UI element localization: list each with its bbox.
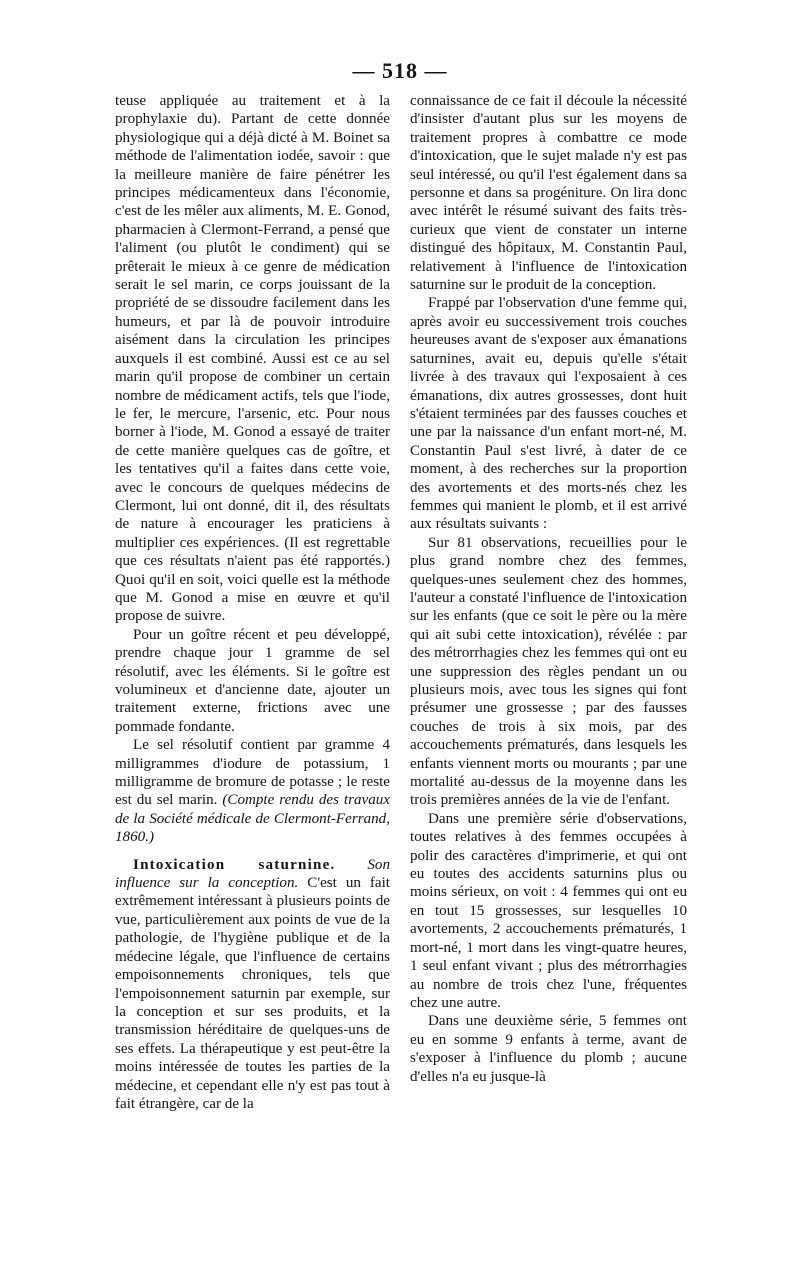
section-body: C'est un fait extrêmement intéressant à plusieurs points de vue, particulièrement aux points de vue de la pathologie, de l'hygiène publique et de la médecine légale, que l'influence de certains empoisonnements chroniques, tels que l'empoisonnement saturnin par exemple, sur la conception et sur ses produits, et la transmission héréditaire de quelques-uns de ses effets. La thérapeutique y est peut-être la moins intéressée de toutes les parties de la médecine, et cependant elle n'y est pas tout à fait étrangère, car de la (115, 875, 390, 1112)
section-heading: Intoxication saturnine. (133, 856, 336, 873)
paragraph-gonod-method: teuse appliquée au traitement et à la prophylaxie du). Partant de cette donnée physiologique qui a déjà dicté à M. Boinet sa méthode de l'alimentation iodée, savoir : que la meilleure manière de faire pénétrer les principes médicamenteux dans l'économie, c'est de les mêler aux aliments, M. E. Gonod, pharmacien à Clermont-Ferrand, a pensé que l'aliment (ou plutôt le condiment) qui se prêterait le mieux à ce genre de médication serait le sel marin, ce corps jouissant de la propriété de se dissoudre facilement dans les humeurs, et par là de pouvoir introduire aisément dans la circulation les principes auxquels il est combiné. Aussi est ce au sel marin qu'il propose de combiner un certain nombre de médicament actifs, tels que l'iode, le fer, le mercure, l'arsenic, etc. Pour nous borner à l'iode, M. Gonod a essayé de traiter de cette manière quelques cas de goître, et les tentatives qu'il a faites dans cette voie, avec le concours de quelques médecins de Clermont, lui ont donné, dit il, des résultats de nature à encourager les praticiens à multiplier ces expériences. (Il est regrettable que ces résultats n'aient pas été rapportés.) Quoi qu'il en soit, voici quelle est la méthode que M. Gonod a mise en œuvre et qu'il propose de suivre. (115, 93, 390, 625)
paragraph-continuation: connaissance de ce fait il découle la nécessité d'insister d'autant plus sur les moyens de traitement propres à combattre ce mode d'intoxication, que le sujet malade n'y est pas seul intéressé, ou qu'il l'est également dans sa personne et dans sa progéniture. On lira donc avec intérêt le résumé suivant des faits très-curieux que vient de constater un interne distingué des hôpitaux, M. Constantin Paul, relativement à l'influence de l'intoxication saturnine sur le produit de la conception. (410, 93, 687, 294)
paragraph-second-series: Dans une deuxième série, 5 femmes ont eu en somme 9 enfants à terme, avant de s'exposer à l'influence du plomb ; aucune d'elles n'a eu jusque-là (410, 1013, 687, 1085)
paragraph-resolutive-salt (115, 736, 390, 846)
section-subtitle: Son influence sur la conception. (115, 856, 390, 892)
right-column (410, 92, 687, 1086)
resolutive-salt-text: Le sel résolutif contient par gramme 4 milligrammes d'iodure de potassium, 1 milligramme de bromure de potasse ; le reste est du sel marin. (115, 737, 390, 809)
citation: (Compte rendu des travaux de la Société médicale de Clermont-Ferrand, 1860.) (115, 792, 390, 846)
page-number: — 518 — (352, 58, 448, 83)
paragraph-observation: Frappé par l'observation d'une femme qui, après avoir eu successivement trois couches heureuses avant de s'exposer aux émanations saturnines, avait eu, depuis qu'elle s'était livrée à des travaux qui l'exposaient à ces émanations, dix autres grossesses, dont huit s'étaient terminées par des fausses couches et une par la naissance d'un enfant mort-né, M. Constantin Paul s'est livré, à dater de ce moment, à des recherches sur la proportion des avortements et des morts-nés chez les femmes qui manient le plomb, et il est arrivé aux résultats suivants : (410, 295, 687, 533)
paragraph-lead-intoxication-intro (115, 856, 390, 1114)
paragraph-81-observations: Sur 81 observations, recueillies pour le plus grand nombre chez des femmes, quelques-unes seulement chez des hommes, l'auteur a constaté l'influence de l'intoxication sur les enfants (que ce soit le père ou la mère qui ait subi cette intoxication), révélée : par des métrorrhagies chez les femmes qui ont eu une suppression des règles pendant un ou plusieurs mois, avec tous les signes qui font présumer une grossesse ; par des fausses couches de trois à six mois, par des accouchements prématurés, dans lesquels les enfants viennent morts ou mourants ; par une mortalité au-dessus de la moyenne dans les trois premières années de la vie de l'enfant. (410, 534, 687, 809)
paragraph-goitre-treatment: Pour un goître récent et peu développé, prendre chaque jour 1 gramme de sel résolutif, avec les éléments. Si le goître est volumineux et d'ancienne date, ajouter un traitement externe, frictions avec une pommade fondante. (115, 626, 390, 735)
left-column (115, 92, 390, 1113)
paragraph-first-series: Dans une première série d'observations, toutes relatives à des femmes occupées à polir des caractères d'imprimerie, et qui ont eu toutes des accidents saturnins plus ou moins sérieux, on voit : 4 femmes qui ont eu en tout 15 grossesses, sur lesquelles 10 avortements, 2 accouchements prématurés, 1 mort-né, 1 mort dans les vingt-quatre heures, 1 seul enfant vivant ; plus des métrorrhagies au nombre de trois chez l'une, fréquentes chez une autre. (410, 810, 687, 1011)
